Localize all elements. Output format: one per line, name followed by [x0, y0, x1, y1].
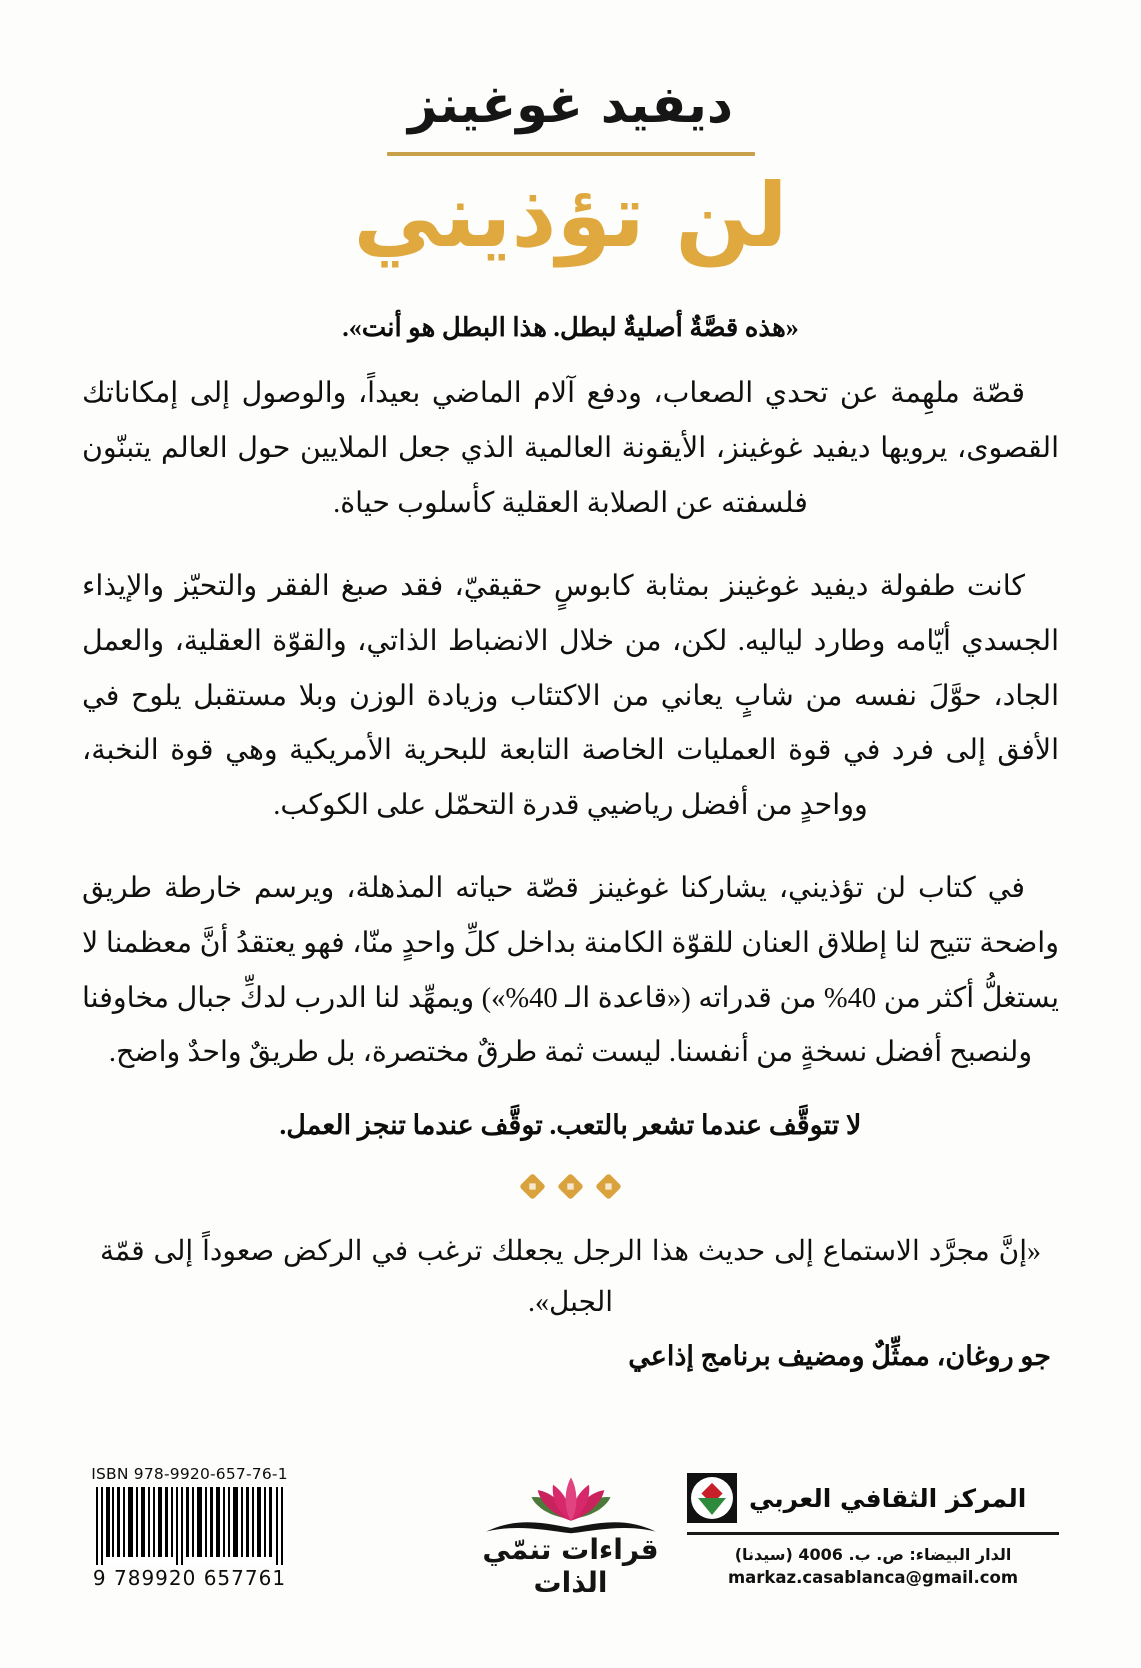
- testimonial-quote: «إنَّ مجرَّد الاستماع إلى حديث هذا الرجل يجعلك ترغب في الركض صعوداً إلى قمّة الجبل».: [100, 1235, 1041, 1319]
- publisher-name: المركز الثقافي العربي: [749, 1483, 1027, 1513]
- body-paragraph: في كتاب لن تؤذيني، يشاركنا غوغينز قصّة حياته المذهلة، ويرسم خارطة طريق واضحة تتيح لنا إطلاق العنان للقوّة الكامنة بداخل كلِّ واحدٍ منّا، فهو يعتقدُ أنَّ معظمنا لا يستغلُّ أكثر من 40% من قدراته («قاعدة الـ 40%») ويمهِّد لنا الدرب لدكِّ جبال مخاوفنا ولنصبح أفضل نسخةٍ من أنفسنا. ليست ثمة طرقٌ مختصرة، بل طريقٌ واحدٌ واضح.: [82, 873, 1059, 1069]
- isbn-block: [82, 1465, 297, 1590]
- body-paragraph: قصّة ملهِمة عن تحدي الصعاب، ودفع آلام الماضي بعيداً، والوصول إلى إمكاناتك القصوى، يرويها ديفيد غوغينز، الأيقونة العالمية الذي جعل الملايين حول العالم يتبنّون فلسفته عن الصلابة العقلية كأسلوب حياة.: [82, 378, 1059, 519]
- author-name: ديفيد غوغينز: [407, 76, 734, 135]
- imprint-name: قراءات تنمّي الذات: [482, 1533, 659, 1599]
- publisher-mark-leaf: [698, 1498, 726, 1515]
- book-title: لن تؤذيني: [353, 164, 788, 268]
- gold-divider-rule: [387, 152, 755, 156]
- cover-footer: [82, 1435, 1059, 1610]
- epigraph-quote: «هذه قصَّةٌ أصليةٌ لبطل. هذا البطل هو أنت».: [342, 313, 799, 343]
- publisher-block: [687, 1473, 1059, 1590]
- publisher-divider: [687, 1532, 1059, 1535]
- diamond-icon: [557, 1173, 584, 1200]
- diamond-ornament-divider: [82, 1177, 1059, 1196]
- publisher-address: الدار البيضاء: ص. ب. 4006 (سيدنا): [734, 1545, 1012, 1564]
- publisher-email: markaz.casablanca@gmail.com: [727, 1568, 1019, 1588]
- testimonial-attribution: جو روغان، ممثِّلٌ ومضيف برنامج إذاعي: [628, 1341, 1051, 1372]
- lotus-flower-icon: [481, 1463, 661, 1537]
- body-paragraph: كانت طفولة ديفيد غوغينز بمثابة كابوسٍ حقيقيّ، فقد صبغ الفقر والتحيّز والإيذاء الجسدي أيّامه وطارد لياليه. لكن، من خلال الانضباط الذاتي، والقوّة العقلية، والعمل الجاد، حوَّلَ نفسه من شابٍ يعاني من الاكتئاب وزيادة الوزن وبلا مستقبل يلوح في الأفق إلى فرد في قوة العمليات الخاصة التابعة للبحرية الأمريكية وهي قوة النخبة، وواحدٍ من أفضل رياضيي قدرة التحمّل على الكوكب.: [82, 571, 1059, 822]
- diamond-icon: [595, 1173, 622, 1200]
- tagline: لا تتوقَّف عندما تشعر بالتعب. توقَّف عندما تنجز العمل.: [279, 1109, 862, 1140]
- imprint-block: [446, 1463, 696, 1599]
- barcode-digits: 9 789920 657761: [92, 1566, 287, 1590]
- publisher-identity: [687, 1473, 1059, 1523]
- publisher-mark-disc: [691, 1477, 733, 1519]
- diamond-icon: [519, 1173, 546, 1200]
- isbn-label: ISBN 978-9920-657-76-1: [91, 1465, 288, 1483]
- barcode-image: [92, 1487, 288, 1565]
